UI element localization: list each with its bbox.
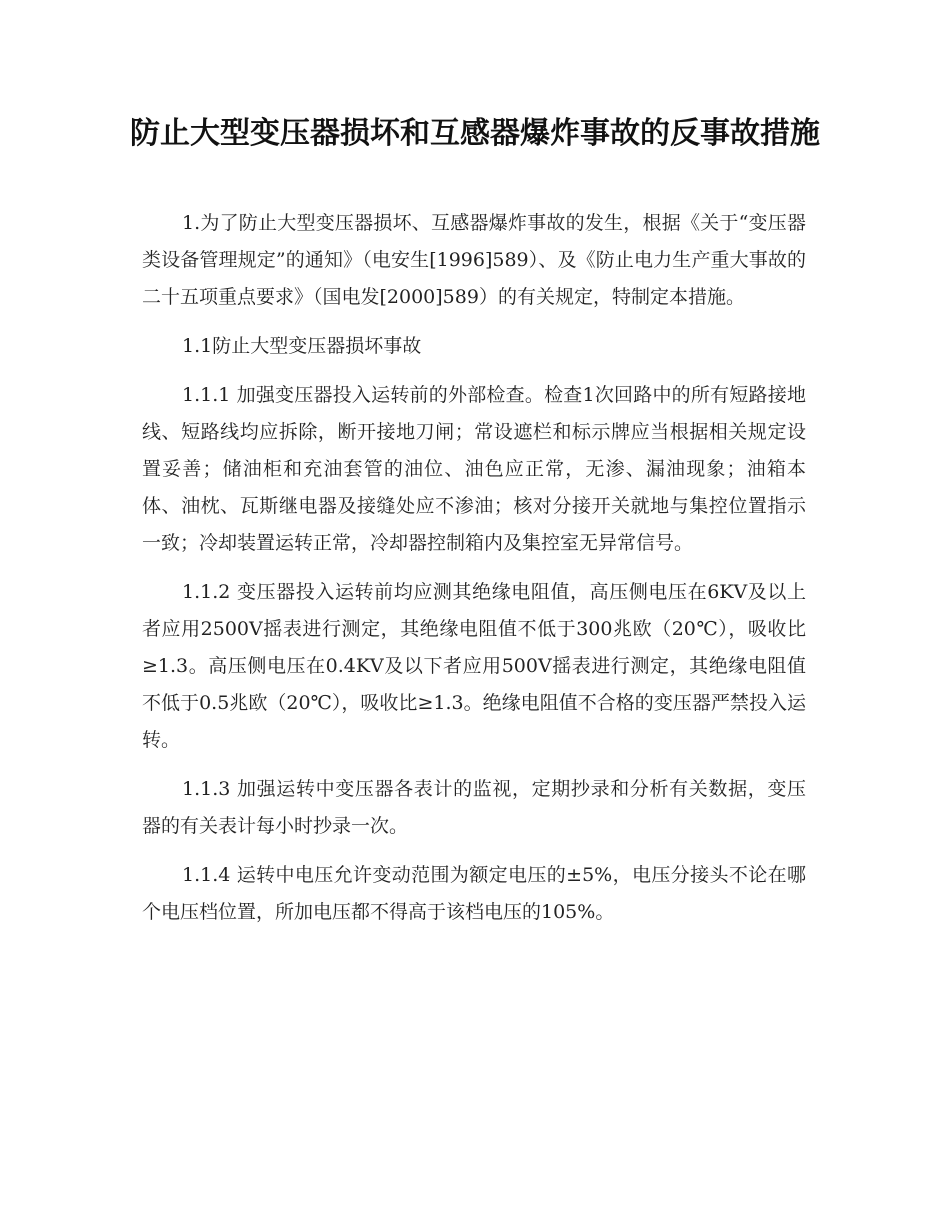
paragraph-1-1-4: 1.1.4 运转中电压允许变动范围为额定电压的±5%，电压分接头不论在哪个电压档位置，所加电压都不得高于该档电压的105%。 — [142, 864, 806, 923]
paragraph-intro: 1.为了防止大型变压器损坏、互感器爆炸事故的发生，根据《关于“变压器类设备管理规定”的通知》（电安生[1996]589）、及《防止电力生产重大事故的二十五项重点要求》（国电发[2000]589）的有关规定，特制定本措施。 — [142, 212, 806, 308]
document-title: 防止大型变压器损坏和互感器爆炸事故的反事故措施 — [130, 116, 820, 151]
paragraph-1-1-2: 1.1.2 变压器投入运转前均应测其绝缘电阻值，高压侧电压在6KV及以上者应用2500V摇表进行测定，其绝缘电阻值不低于300兆欧（20℃），吸收比≥1.3。高压侧电压在0.4KV及以下者应用500V摇表进行测定，其绝缘电阻值不低于0.5兆欧（20℃），吸收比≥1.3。绝缘电阻值不合格的变压器严禁投入运转。 — [142, 581, 806, 751]
paragraph-1-1-3: 1.1.3 加强运转中变压器各表计的监视，定期抄录和分析有关数据，变压器的有关表计每小时抄录一次。 — [142, 778, 806, 837]
document-body — [142, 205, 806, 943]
paragraph-1-1-1: 1.1.1 加强变压器投入运转前的外部检查。检查1次回路中的所有短路接地线、短路线均应拆除，断开接地刀闸；常设遮栏和标示牌应当根据相关规定设置妥善；储油柜和充油套管的油位、油色应正常，无渗、漏油现象；油箱本体、油枕、瓦斯继电器及接缝处应不渗油；核对分接开关就地与集控位置指示一致；冷却装置运转正常，冷却器控制箱内及集控室无异常信号。 — [142, 384, 806, 554]
section-heading-1-1: 1.1防止大型变压器损坏事故 — [182, 335, 422, 357]
